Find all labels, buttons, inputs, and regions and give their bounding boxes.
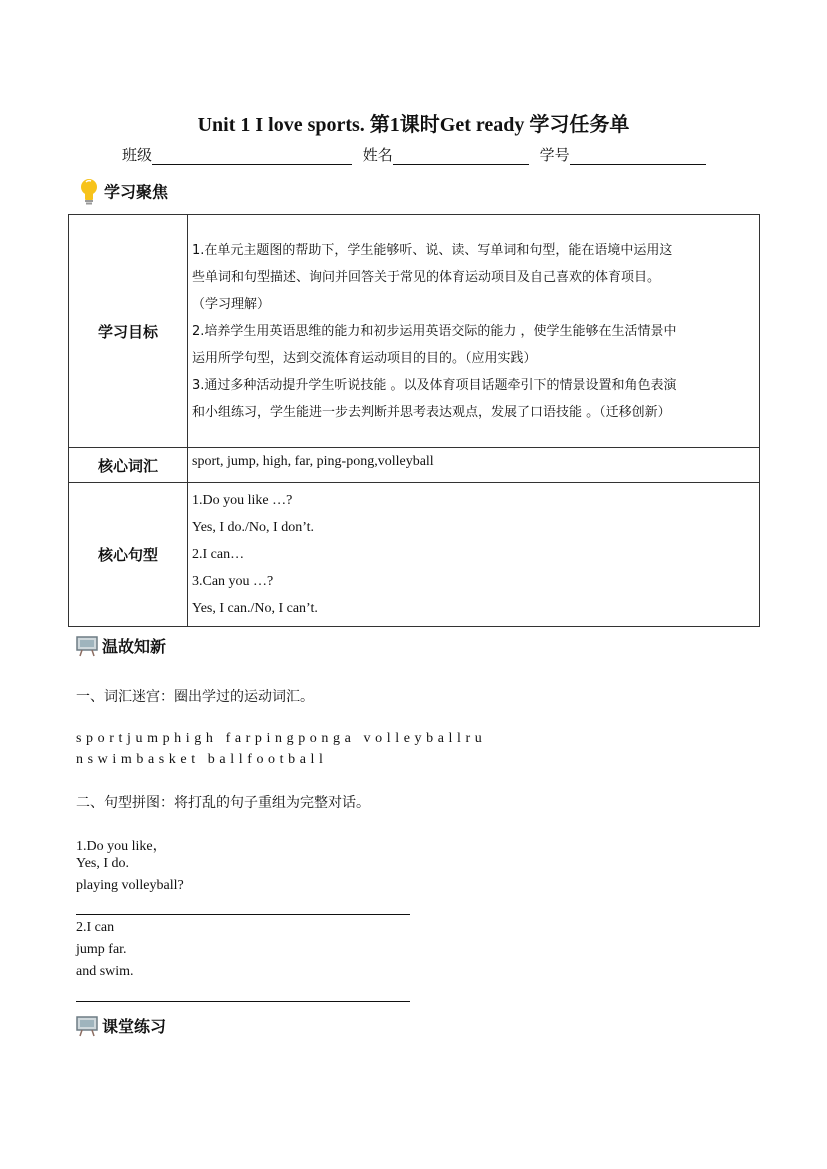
puzzle-piece: 1.Do you like， bbox=[76, 839, 167, 854]
word-maze-line: nswimbasket ballfootball bbox=[76, 752, 328, 767]
table-row bbox=[69, 215, 760, 448]
puzzle-piece: and swim. bbox=[76, 964, 134, 979]
puzzle-piece: Yes, I do. bbox=[76, 856, 130, 871]
goal-line: 和小组练习，学生能进一步去判断并思考表达观点，发展了口语技能 。（迁移创新） bbox=[192, 404, 671, 420]
sentence-line: Yes, I can./No, I can’t. bbox=[192, 601, 318, 616]
vocab-line: sport, jump, high, far, ping-pong,volleyball bbox=[192, 454, 434, 469]
lightbulb-icon bbox=[78, 176, 100, 210]
section-practice-heading bbox=[76, 1014, 166, 1041]
table-row bbox=[69, 483, 760, 627]
sentence-line: 2.I can… bbox=[192, 547, 245, 562]
row-label: 核心句型 bbox=[69, 483, 188, 627]
class-label: 班级 bbox=[122, 146, 153, 164]
name-field[interactable] bbox=[393, 146, 529, 165]
number-field[interactable] bbox=[570, 146, 706, 165]
section-practice-title: 课堂练习 bbox=[102, 1017, 167, 1036]
answer-line-2[interactable] bbox=[76, 1001, 410, 1002]
puzzle-piece: jump far. bbox=[76, 942, 127, 957]
task-1-instruction: 一、词汇迷宫：圈出学过的运动词汇。 bbox=[76, 689, 314, 705]
goal-line: 3.通过多种活动提升学生听说技能 。以及体育项目话题牵引下的情景设置和角色表演 bbox=[192, 377, 677, 393]
row-content bbox=[188, 483, 760, 627]
row-label: 学习目标 bbox=[69, 215, 188, 448]
page-title: Unit 1 I love sports. 第1课时Get ready 学习任务单 bbox=[197, 114, 630, 136]
answer-line-1[interactable] bbox=[76, 914, 410, 915]
blackboard-icon bbox=[76, 635, 98, 661]
class-field[interactable] bbox=[152, 146, 352, 165]
section-focus-title: 学习聚焦 bbox=[104, 182, 169, 202]
name-label: 姓名 bbox=[362, 146, 393, 164]
section-focus-heading bbox=[78, 176, 168, 210]
task-2-instruction: 二、句型拼图：将打乱的句子重组为完整对话。 bbox=[76, 795, 370, 811]
goal-line: 1.在单元主题图的帮助下，学生能够听、说、读、写单词和句型，能在语境中运用这 bbox=[192, 242, 673, 258]
goal-line: 2.培养学生用英语思维的能力和初步运用英语交际的能力 ，使学生能够在生活情景中 bbox=[192, 323, 677, 339]
sentence-line: 1.Do you like …? bbox=[192, 493, 293, 508]
puzzle-piece: playing volleyball? bbox=[76, 878, 184, 893]
goal-line: （学习理解） bbox=[192, 296, 271, 312]
goals-table bbox=[68, 214, 760, 627]
table-row bbox=[69, 448, 760, 483]
word-maze-line: sportjumphigh farpingponga volleyballru bbox=[76, 731, 487, 746]
section-review-title: 温故知新 bbox=[102, 637, 167, 656]
sentence-line: Yes, I do./No, I don’t. bbox=[192, 520, 314, 535]
sentence-line: 3.Can you …? bbox=[192, 574, 274, 589]
goal-line: 运用所学句型，达到交流体育运动项目的目的。（应用实践） bbox=[192, 350, 537, 366]
blackboard-icon bbox=[76, 1015, 98, 1041]
student-info-row bbox=[122, 144, 712, 165]
section-review-heading bbox=[76, 634, 166, 661]
number-label: 学号 bbox=[539, 146, 570, 164]
row-content bbox=[188, 215, 760, 448]
row-label: 核心词汇 bbox=[69, 448, 188, 483]
puzzle-piece: 2.I can bbox=[76, 920, 115, 935]
goal-line: 些单词和句型描述、询问并回答关于常见的体育运动项目及自己喜欢的体育项目。 bbox=[192, 269, 661, 285]
row-content bbox=[188, 448, 760, 483]
